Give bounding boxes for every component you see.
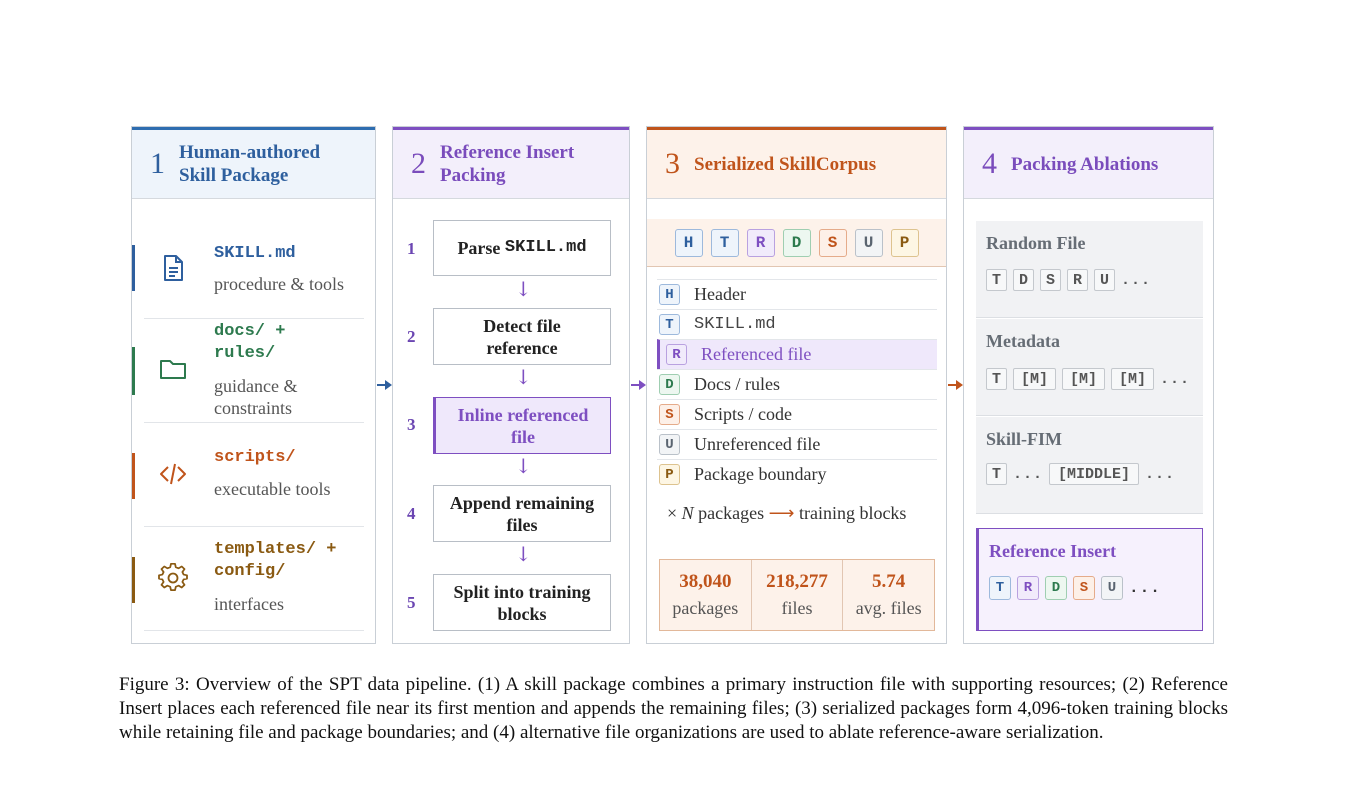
token-d: D [659, 374, 680, 395]
step-parse [433, 220, 611, 276]
token-t: T [711, 229, 739, 257]
corpus-stats [659, 559, 935, 631]
legend-row [657, 429, 937, 459]
panel-skill-package [131, 126, 376, 644]
ellipsis: ... [1121, 271, 1152, 289]
sequence-token: D [1013, 269, 1034, 291]
legend-row [657, 459, 937, 489]
step-code: SKILL.md [504, 238, 587, 257]
code-icon [158, 459, 188, 489]
item-accent-bar [132, 557, 135, 603]
package-item-templates-config [144, 527, 364, 631]
step-number: 4 [407, 504, 416, 523]
sequence-token-middle: [MIDDLE] [1049, 463, 1139, 485]
ablation-title: Metadata [986, 331, 1060, 351]
token-s: S [659, 404, 680, 425]
step-arrow: ↓ [515, 277, 532, 301]
packages-result: training blocks [794, 503, 907, 523]
stat-value: 218,277 [766, 571, 828, 592]
token-s: S [1073, 576, 1095, 600]
panel-reference-insert [392, 126, 630, 644]
packages-to-blocks [667, 503, 906, 524]
token-u: U [855, 229, 883, 257]
stat-label: avg. files [855, 598, 922, 618]
step-arrow: ↓ [515, 542, 532, 566]
step-number: 2 [407, 327, 416, 346]
stat-value: 5.74 [872, 571, 906, 592]
panel-serialized-corpus [646, 126, 947, 644]
token-r: R [747, 229, 775, 257]
stat-avg-files [843, 560, 934, 630]
token-d: D [783, 229, 811, 257]
ellipsis: ... [1013, 465, 1044, 483]
package-item-skill-md [144, 231, 364, 319]
step-number: 1 [407, 239, 416, 258]
panel-number: 3 [665, 147, 680, 180]
ablation-title: Reference Insert [989, 541, 1117, 561]
legend-label: SKILL.md [694, 315, 776, 334]
token-u: U [1101, 576, 1123, 600]
step-label: Parse [457, 238, 505, 258]
ablation-random-file [976, 221, 1203, 318]
sequence-token: U [1094, 269, 1115, 291]
ablation-sequence [989, 576, 1161, 600]
legend-label: Header [694, 284, 746, 304]
step-inline: Inline referenced file [433, 397, 611, 454]
ablation-sequence [986, 368, 1190, 390]
item-accent-bar [132, 347, 135, 395]
package-item-desc: guidance & constraints [214, 376, 298, 418]
document-icon [158, 253, 188, 283]
token-u: U [659, 434, 680, 455]
step-append: Append remaining files [433, 485, 611, 542]
package-item-desc: interfaces [214, 594, 284, 614]
panel-title: Serialized SkillCorpus [694, 153, 877, 175]
package-item-name: docs/ + rules/ [214, 322, 286, 363]
ellipsis: ... [1160, 370, 1191, 388]
connector-arrow-2-3 [631, 377, 647, 393]
ablation-sequence [986, 269, 1151, 291]
gear-icon [158, 563, 188, 593]
stat-packages [660, 560, 752, 630]
legend-row [657, 339, 937, 369]
stat-label: packages [672, 598, 739, 618]
step-split: Split into training blocks [433, 574, 611, 631]
token-sequence [647, 219, 946, 267]
ellipsis: ... [1129, 579, 1161, 597]
figure-caption: Figure 3: Overview of the SPT data pipeline. (1) A skill package combines a primary instruction file with supporting resources; (2) Reference Insert places each referenced file near its first mention and appends the remaining files; (3) serialized packages form 4,096-token training blocks while retaining file and package boundaries; and (4) alternative file organizations are used to ablate reference-aware serialization. [119, 674, 1228, 743]
step-number: 3 [407, 415, 416, 434]
panel-title: Packing Ablations [1011, 153, 1159, 175]
token-h: H [675, 229, 703, 257]
token-t: T [989, 576, 1011, 600]
package-item-name: SKILL.md [214, 244, 296, 263]
legend-label: Referenced file [701, 344, 812, 364]
step-arrow: ↓ [515, 365, 532, 389]
panel-title: Reference Insert Packing [440, 142, 575, 186]
folder-icon [158, 353, 188, 383]
item-accent-bar [132, 245, 135, 291]
legend-label: Unreferenced file [694, 434, 821, 454]
package-item-name: scripts/ [214, 448, 296, 467]
item-accent-bar [132, 453, 135, 499]
ablation-sequence [986, 463, 1175, 485]
sequence-token: T [986, 269, 1007, 291]
sequence-token: [M] [1111, 368, 1154, 390]
packages-n: N [681, 503, 694, 523]
legend-row [657, 309, 937, 339]
panel-header [964, 127, 1213, 199]
token-p: P [891, 229, 919, 257]
token-h: H [659, 284, 680, 305]
sequence-token: S [1040, 269, 1061, 291]
panel-packing-ablations [963, 126, 1214, 644]
token-d: D [1045, 576, 1067, 600]
package-item-desc: procedure & tools [214, 274, 344, 294]
legend-label: Scripts / code [694, 404, 792, 424]
token-p: P [659, 464, 680, 485]
ablation-title: Random File [986, 233, 1086, 253]
connector-arrow-1-2 [377, 377, 393, 393]
sequence-token: R [1067, 269, 1088, 291]
package-item-name: templates/ + config/ [214, 540, 337, 581]
token-s: S [819, 229, 847, 257]
sequence-token: T [986, 463, 1007, 485]
panel-header [647, 127, 946, 199]
sequence-token: T [986, 368, 1007, 390]
sequence-token: [M] [1013, 368, 1056, 390]
token-r: R [1017, 576, 1039, 600]
ablation-title: Skill-FIM [986, 429, 1063, 449]
panel-number: 2 [411, 147, 426, 180]
legend-label: Package boundary [694, 464, 827, 484]
step-detect: Detect file reference [433, 308, 611, 365]
sequence-token: [M] [1062, 368, 1105, 390]
package-item-scripts [144, 423, 364, 527]
stat-files [752, 560, 844, 630]
package-item-desc: executable tools [214, 479, 331, 499]
panel-number: 4 [982, 147, 997, 180]
step-arrow: ↓ [515, 454, 532, 478]
token-r: R [666, 344, 687, 365]
packages-prefix: × [667, 503, 682, 523]
ellipsis: ... [1145, 465, 1176, 483]
legend-row [657, 399, 937, 429]
package-item-docs-rules [144, 319, 364, 423]
arrow-icon: ⟶ [768, 503, 795, 523]
panel-header [132, 127, 375, 199]
ablation-reference-insert [976, 528, 1203, 631]
connector-arrow-3-4 [948, 377, 964, 393]
packages-text: packages [693, 503, 769, 523]
token-t: T [659, 314, 680, 335]
step-number: 5 [407, 593, 416, 612]
panel-header [393, 127, 629, 199]
stat-label: files [781, 598, 813, 618]
ablation-metadata [976, 319, 1203, 416]
legend-label: Docs / rules [694, 374, 780, 394]
ablation-skill-fim [976, 417, 1203, 514]
panel-title: Human-authored Skill Package [179, 142, 321, 186]
legend-row [657, 279, 937, 309]
legend-row [657, 369, 937, 399]
panel-number: 1 [150, 147, 165, 180]
stat-value: 38,040 [679, 571, 732, 592]
